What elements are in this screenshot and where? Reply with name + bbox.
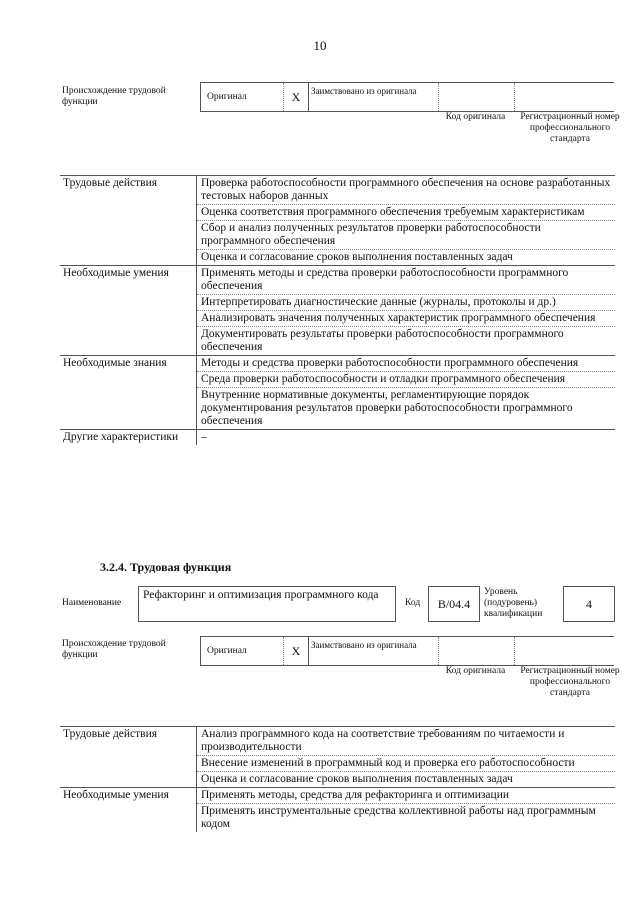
original-code-cell <box>439 83 515 111</box>
row-label <box>60 205 197 221</box>
name-value: Рефакторинг и оптимизация программного кода <box>138 586 396 622</box>
row-value: Применять методы и средства проверки работоспособности программного обеспечения <box>197 266 616 295</box>
original-cell-2: Оригинал <box>207 646 247 656</box>
table-row <box>60 727 615 756</box>
original-cell: Оригинал <box>207 92 247 102</box>
code-caption-2: Код оригинала <box>445 666 506 676</box>
original-code-cell-2 <box>439 637 515 665</box>
row-label: Необходимые умения <box>60 788 197 804</box>
row-label <box>60 804 197 833</box>
reg-caption: Регистрационный номер профессионального стандарта <box>520 112 620 144</box>
level-label: Уровень (подуровень) квалификации <box>484 587 543 619</box>
table-row <box>60 176 615 205</box>
row-value: Оценка и согласование сроков выполнения поставленных задач <box>197 772 616 788</box>
level-value: 4 <box>563 586 615 622</box>
table-row <box>60 356 615 372</box>
row-label <box>60 772 197 788</box>
row-label <box>60 756 197 772</box>
row-label <box>60 327 197 356</box>
table-row <box>60 221 615 250</box>
table-row <box>60 388 615 430</box>
table-row <box>60 430 615 446</box>
table-row <box>60 250 615 266</box>
row-label: Другие характеристики <box>60 430 197 446</box>
row-value: Применять методы, средства для рефакторинга и оптимизации <box>197 788 616 804</box>
row-value: Анализ программного кода на соответствие требованиям по читаемости и производительности <box>197 727 616 756</box>
table-row <box>60 327 615 356</box>
row-label: Трудовые действия <box>60 176 197 205</box>
reg-number-cell-2 <box>514 637 614 665</box>
origin-label-2: Происхождение трудовой функции <box>62 639 166 660</box>
row-value: Среда проверки работоспособности и отладки программного обеспечения <box>197 372 616 388</box>
name-label: Наименование <box>62 598 122 608</box>
row-value: Внесение изменений в программный код и проверка его работоспособности <box>197 756 616 772</box>
work-function-table-2 <box>60 726 615 832</box>
row-value: Интерпретировать диагностические данные (журналы, протоколы и др.) <box>197 295 616 311</box>
code-caption: Код оригинала <box>445 112 506 122</box>
table-row <box>60 266 615 295</box>
row-label <box>60 295 197 311</box>
table-row <box>60 295 615 311</box>
row-label <box>60 311 197 327</box>
borrowed-cell: Заимствовано из оригинала <box>307 83 439 111</box>
row-label <box>60 250 197 266</box>
row-value: Анализировать значения полученных характеристик программного обеспечения <box>197 311 616 327</box>
table-row <box>60 788 615 804</box>
row-value: Внутренние нормативные документы, регламентирующие порядок документирования результатов проверки работоспособности программного обеспечения <box>197 388 616 430</box>
row-value: Оценка и согласование сроков выполнения поставленных задач <box>197 250 616 266</box>
row-value: Сбор и анализ полученных результатов проверки работоспособности программного обеспечения <box>197 221 616 250</box>
code-value: B/04.4 <box>428 586 480 622</box>
row-value: Документировать результаты проверки работоспособности программного обеспечения <box>197 327 616 356</box>
row-value: – <box>197 430 616 446</box>
origin-box-2 <box>200 636 614 666</box>
origin-label: Происхождение трудовой функции <box>62 86 166 107</box>
row-label: Необходимые знания <box>60 356 197 372</box>
table-row <box>60 772 615 788</box>
table-row <box>60 804 615 833</box>
table-row <box>60 756 615 772</box>
row-label: Необходимые умения <box>60 266 197 295</box>
original-mark-2: X <box>283 637 309 665</box>
row-label <box>60 372 197 388</box>
table-row <box>60 205 615 221</box>
row-value: Оценка соответствия программного обеспечения требуемым характеристикам <box>197 205 616 221</box>
section-title: 3.2.4. Трудовая функция <box>100 560 232 574</box>
table-row <box>60 311 615 327</box>
page-number: 10 <box>313 38 327 53</box>
reg-caption-2: Регистрационный номер профессионального стандарта <box>520 666 620 698</box>
original-mark: X <box>283 83 309 111</box>
borrowed-cell-2: Заимствовано из оригинала <box>307 637 439 665</box>
row-label <box>60 221 197 250</box>
code-label: Код <box>405 598 421 608</box>
table-row <box>60 372 615 388</box>
origin-box <box>200 82 614 112</box>
work-function-table-1 <box>60 175 615 445</box>
row-label <box>60 388 197 430</box>
row-value: Методы и средства проверки работоспособности программного обеспечения <box>197 356 616 372</box>
row-value: Проверка работоспособности программного обеспечения на основе разработанных тестовых наборов данных <box>197 176 616 205</box>
reg-number-cell <box>514 83 614 111</box>
row-label: Трудовые действия <box>60 727 197 756</box>
row-value: Применять инструментальные средства коллективной работы над программным кодом <box>197 804 616 833</box>
